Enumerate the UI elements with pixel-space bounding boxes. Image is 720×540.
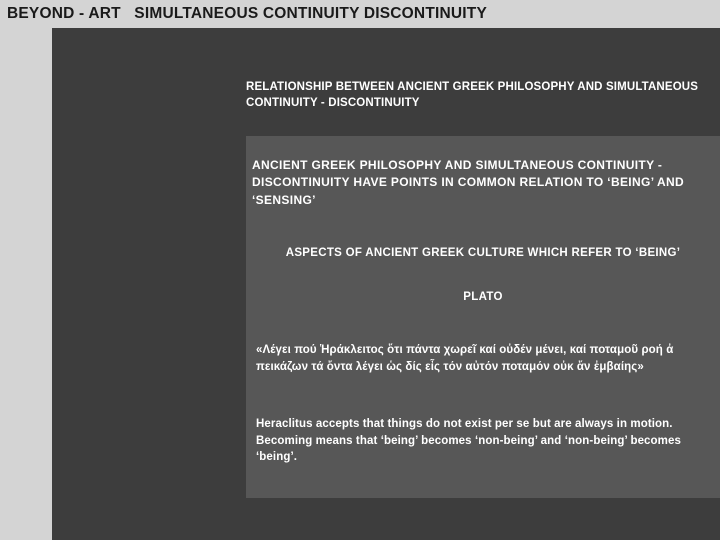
- panel-subheading: ASPECTS OF ANCIENT GREEK CULTURE WHICH REFER TO ‘BEING’: [285, 247, 681, 259]
- greek-quote: «Λέγει πού Ἡράκλειτος ὅτι πάντα χωρεῖ καί οὐδέν μένει, καί ποταμοῦ ροή ἀ πεικάζων τά ὄντα λέγει ὡς δίς εἶς τόν αὐτόν ποταμόν οὐκ ἄν ἐμβαίης»: [256, 344, 674, 374]
- presentation-title: BEYOND - ART SIMULTANEOUS CONTINUITY DISCONTINUITY: [7, 5, 487, 22]
- quote-explanation: Heraclitus accepts that things do not exist per se but are always in motion. Becoming means that ‘being’ becomes ‘non-being’ and ‘non-being’ becomes ‘being’.: [256, 418, 681, 464]
- slide-heading: RELATIONSHIP BETWEEN ANCIENT GREEK PHILOSOPHY AND SIMULTANEOUS CONTINUITY - DISCONTINUITY: [246, 81, 699, 109]
- philosopher-name: PLATO: [463, 291, 503, 303]
- panel-lead-text: ANCIENT GREEK PHILOSOPHY AND SIMULTANEOUS CONTINUITY - DISCONTINUITY HAVE POINTS IN COMMON RELATION TO ‘BEING’ AND ‘SENSING’: [252, 158, 685, 207]
- left-margin-panel: [0, 28, 52, 540]
- title-bar: [0, 0, 720, 28]
- content-panel: [246, 136, 720, 498]
